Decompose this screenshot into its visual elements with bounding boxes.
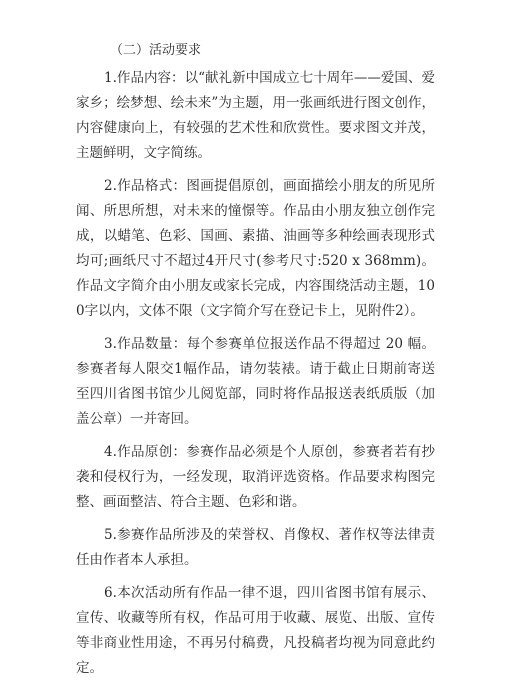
requirement-ownership: 6.本次活动所有作品一律不退，四川省图书馆有展示、宣传、收藏等所有权，作品可用于收藏、展览、出版、宣传等非商业性用途，不再另付稿费，凡投稿者均视为同意此约定。 [76, 585, 435, 676]
section-heading: （二）活动要求 [110, 43, 202, 58]
requirement-liability: 5.参赛作品所涉及的荣誉权、肖像权、著作权等法律责任由作者本人承担。 [76, 527, 435, 568]
requirement-quantity: 3.作品数量：每个参赛单位报送作品不得超过 20 幅。参赛者每人限交1幅作品，请勿装裱。请于截止日期前寄送至四川省图书馆少儿阅览部，同时将作品报送表纸质版（加盖公章）一并寄回。 [76, 336, 435, 427]
requirement-content: 1.作品内容：以“献礼新中国成立七十周年——爱国、爱家乡；绘梦想、绘未来”为主题，用一张画纸进行图文创作，内容健康向上，有较强的艺术性和欣赏性。要求图文并茂，主题鲜明，文字简练。 [76, 70, 435, 161]
requirement-format: 2.作品格式：图画提倡原创，画面描绘小朋友的所见所闻、所思所想，对未来的憧憬等。作品由小朋友独立创作完成，以蜡笔、色彩、国画、素描、油画等多种绘画表现形式均可;画纸尺寸不超过4开尺寸(参考尺寸:520 x 368mm)。作品文字简介由小朋友或家长完成，内容围绕活动主题，100字以内，文体不限（文字简介写在登记卡上，见附件2）。 [76, 178, 435, 319]
requirement-originality: 4.作品原创：参赛作品必须是个人原创，参赛者若有抄袭和侵权行为，一经发现，取消评选资格。作品要求构图完整、画面整洁、符合主题、色彩和谐。 [76, 444, 435, 510]
